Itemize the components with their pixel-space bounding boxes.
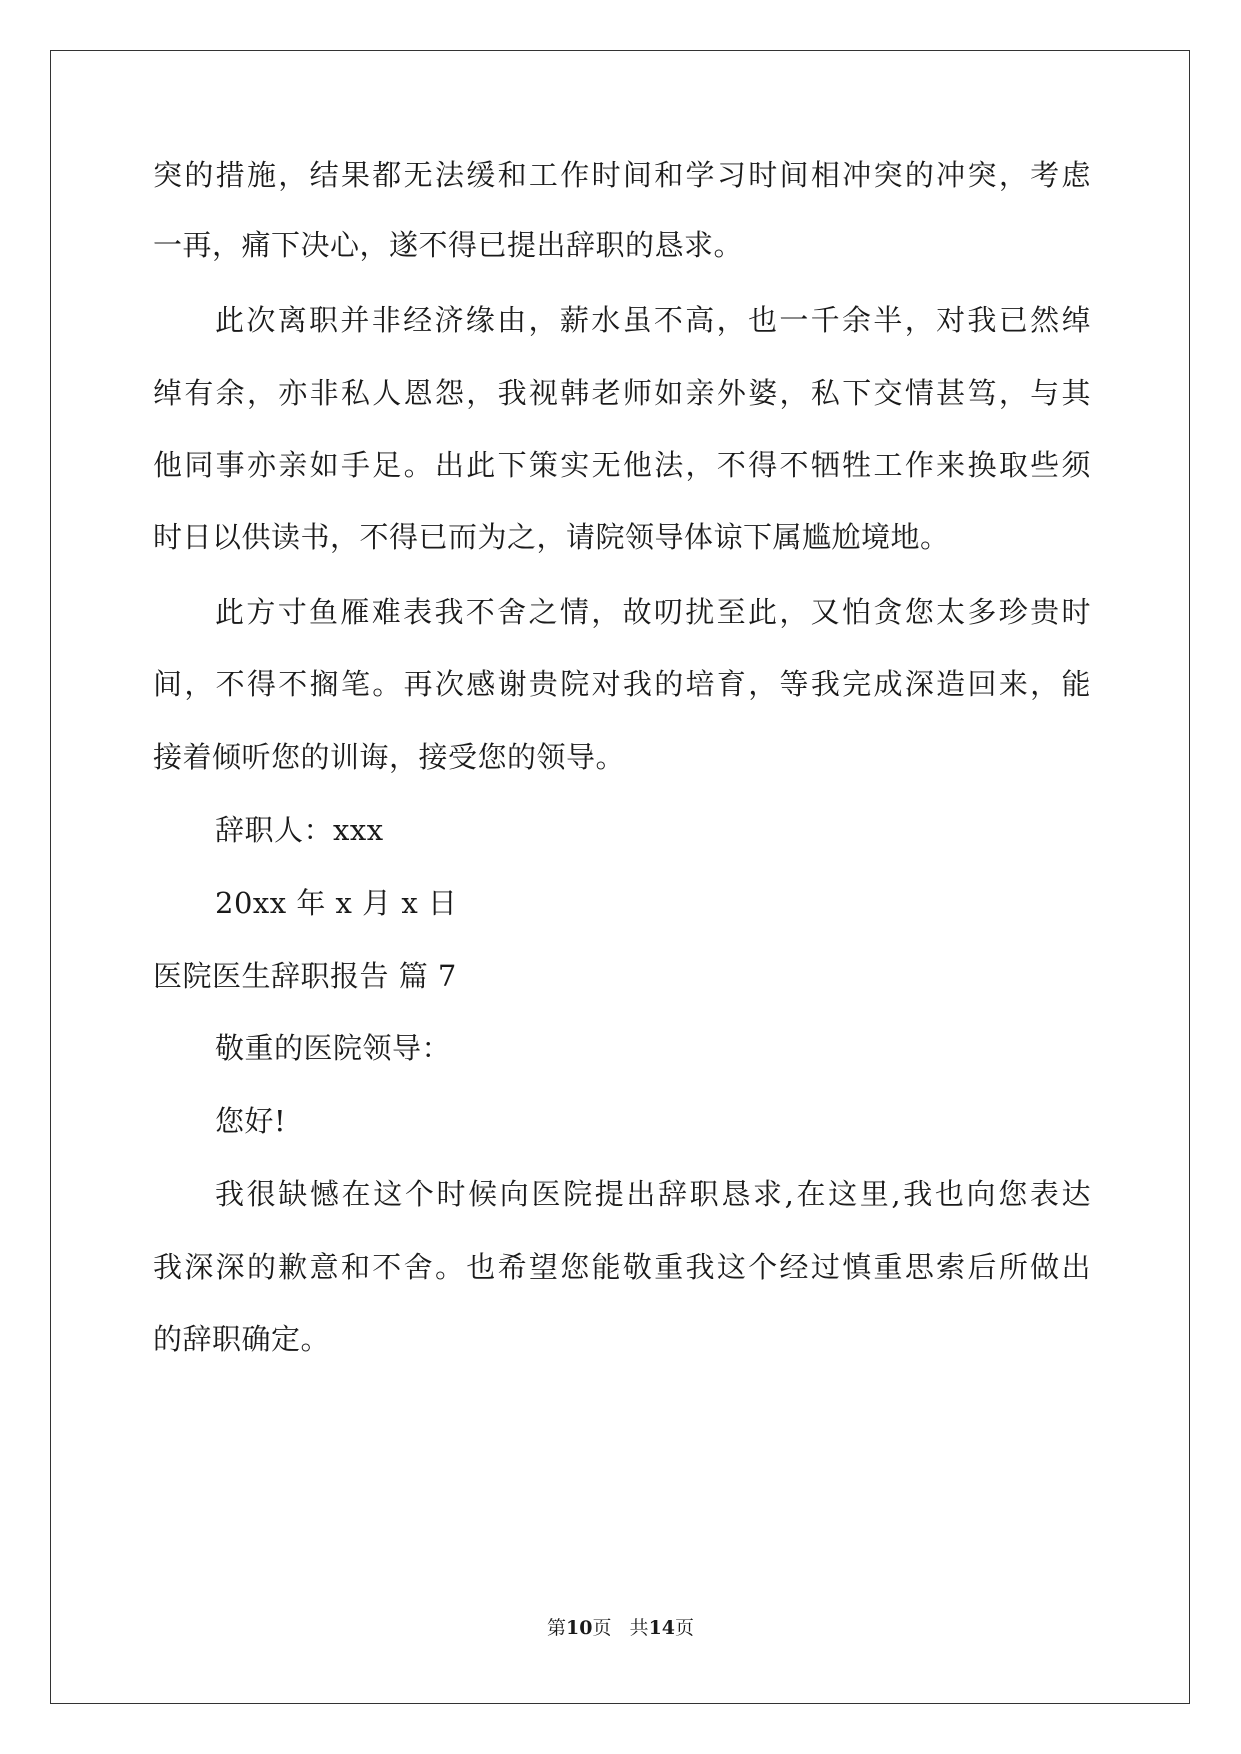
total-page-number: 14 [648,1617,676,1639]
salutation: 敬重的医院领导： [215,1031,452,1065]
date-line: 20xx 年 x 月 x 日 [215,886,458,920]
text-line: 他同事亦亲如手足。出此下策实无他法，不得不牺牲工作来换取些须 [153,448,1091,482]
section-heading: 医院医生辞职报告 篇 7 [153,959,457,993]
text-line: 绰有余，亦非私人恩怨，我视韩老师如亲外婆，私下交情甚笃，与其 [153,376,1091,410]
footer-prefix: 第 [546,1617,566,1639]
paragraph-start-line: 我很缺憾在这个时候向医院提出辞职恳求,在这里,我也向您表达 [215,1177,1091,1211]
page-border [50,50,1190,1704]
page-footer [0,1616,1241,1640]
text-line: 接着倾听您的训诲，接受您的领导。 [153,740,626,774]
paragraph-start-line: 此方寸鱼雁难表我不舍之情，故叨扰至此，又怕贪您太多珍贵时 [215,595,1091,629]
footer-suffix: 页 [675,1617,695,1639]
text-line: 时日以供读书，不得已而为之，请院领导体谅下属尴尬境地。 [153,520,950,554]
text-line: 的辞职确定。 [153,1322,331,1356]
text-line: 突的措施，结果都无法缓和工作时间和学习时间相冲突的冲突，考虑 [153,158,1091,192]
text-line: 间，不得不搁笔。再次感谢贵院对我的培育，等我完成深造回来，能 [153,667,1091,701]
greeting: 您好! [215,1104,287,1138]
paragraph-start-line: 此次离职并非经济缘由，薪水虽不高，也一千余半，对我已然绰 [215,303,1091,337]
text-line: 一再，痛下决心，遂不得已提出辞职的恳求。 [153,228,744,262]
current-page-number: 10 [565,1617,593,1639]
text-line: 我深深的歉意和不舍。也希望您能敬重我这个经过慎重思索后所做出 [153,1250,1091,1284]
footer-middle: 页 共 [592,1617,649,1639]
signature-line: 辞职人：xxx [215,813,384,847]
